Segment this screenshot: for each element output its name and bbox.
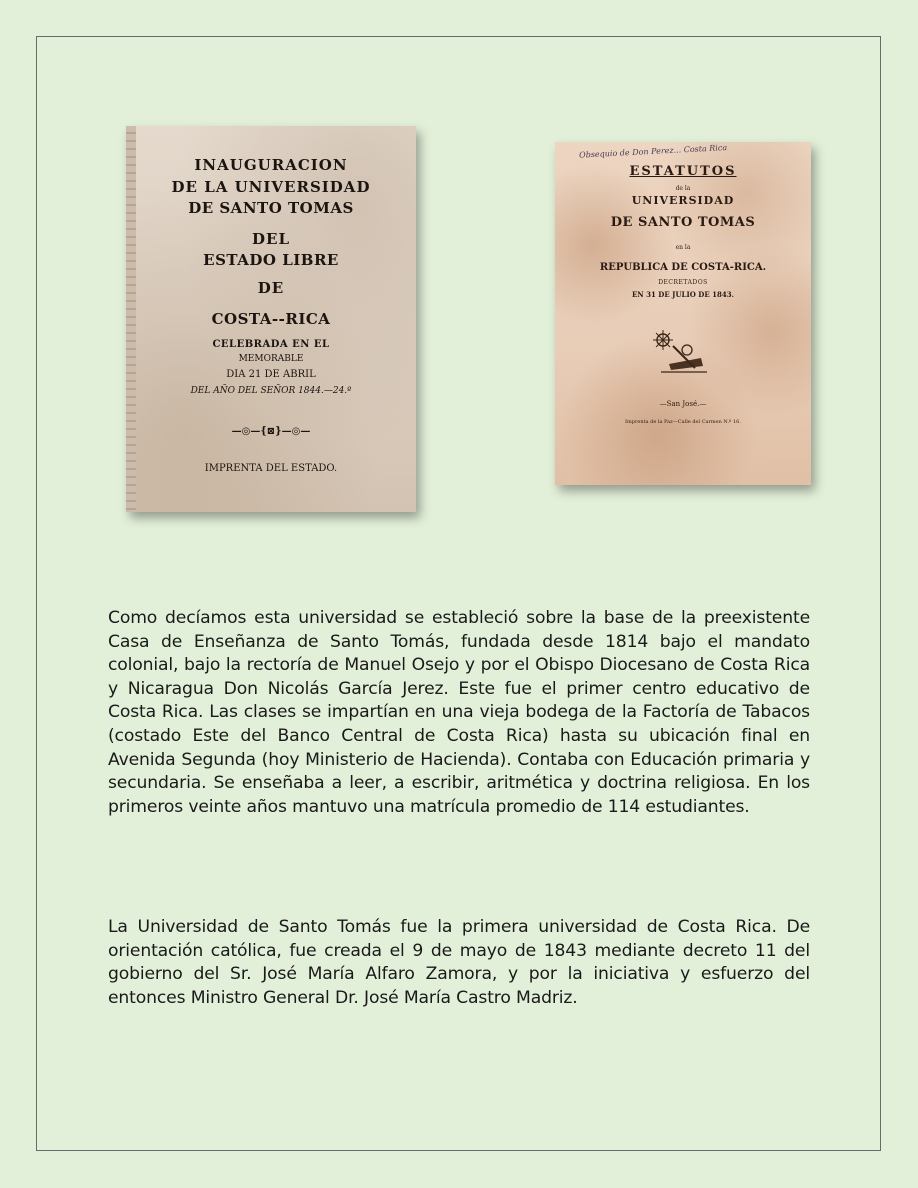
book2-line: UNIVERSIDAD	[631, 194, 735, 207]
book1-line: DE	[257, 279, 285, 297]
inauguration-pamphlet-photo	[126, 126, 416, 512]
book1-line: CELEBRADA EN EL	[212, 339, 330, 350]
book1-line: COSTA--RICA	[211, 310, 331, 328]
book2-line: DECRETADOS	[658, 279, 708, 286]
book1-line: MEMORABLE	[238, 354, 304, 364]
founding-paragraph: La Universidad de Santo Tomás fue la primera universidad de Costa Rica. De orientación católica, fue creada el 9 de mayo de 1843 mediante decreto 11 del gobierno del Sr. José María Alfaro Zamora, y por la iniciativa y esfuerzo del entonces Ministro General Dr. José María Castro Madriz.	[108, 917, 810, 1008]
book2-line: Imprenta de la Paz—Calle del Carmen N.º 16.	[625, 419, 741, 425]
book1-line: ESTADO LIBRE	[203, 251, 339, 269]
book2-line: DE SANTO TOMAS	[610, 215, 756, 230]
book1-line: INAUGURACION	[194, 156, 348, 174]
history-paragraph: Como decíamos esta universidad se estableció sobre la base de la preexistente Casa de Enseñanza de Santo Tomás, fundada desde 1814 bajo el mandato colonial, bajo la rectoría de Manuel Osejo y por el Obispo Diocesano de Costa Rica y Nicaragua Don Nicolás García Jerez. Este fue el primer centro educativo de Costa Rica. Las clases se impartían en una vieja bodega de la Factoría de Tabacos (costado Este del Banco Central de Costa Rica) hasta su ubicación final en Avenida Segunda (hoy Ministerio de Hacienda). Contaba con Educación primaria y secundaria. Se enseñaba a leer, a escribir, aritmética y doctrina religiosa. En los primeros veinte años mantuvo una matrícula promedio de 114 estudiantes.	[108, 608, 810, 817]
book1-line: DE LA UNIVERSIDAD	[171, 178, 371, 196]
book2-line: en la	[675, 244, 691, 251]
book2-line: —San José.—	[659, 400, 707, 408]
handwritten-inscription: Obsequio de Don Perez... Costa Rica	[578, 143, 728, 160]
book1-line: IMPRENTA DEL ESTADO.	[204, 463, 338, 474]
ornament: —◎—{⊠}—◎—	[231, 426, 311, 437]
book2-line: de la	[675, 185, 691, 192]
book2-line: EN 31 DE JULIO DE 1843.	[631, 290, 735, 299]
book1-line: DE SANTO TOMAS	[188, 199, 354, 217]
book1-line: DEL	[252, 230, 290, 248]
statutes-pamphlet-photo	[555, 142, 811, 485]
book1-line: DEL AÑO DEL SEÑOR 1844.—24.º	[190, 386, 352, 396]
book2-line: ESTATUTOS	[629, 164, 737, 179]
vignette-emblem-icon	[651, 328, 711, 374]
book1-line: DIA 21 DE ABRIL	[226, 369, 316, 380]
book2-line: REPUBLICA DE COSTA-RICA.	[599, 262, 767, 273]
